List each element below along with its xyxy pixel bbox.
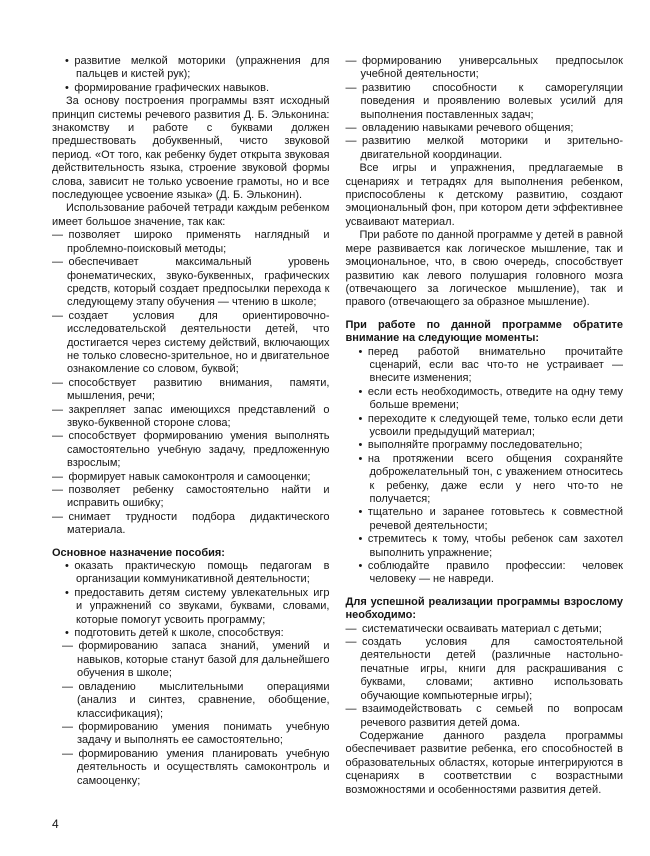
- paragraph: Использование рабочей тетради каждым ребенком имеет большое значение, так как:: [52, 202, 330, 228]
- dash-list: [346, 55, 624, 162]
- paragraph: Содержание данного раздела программы обеспечивает развитие ребенка, его способностей в образовательных областях, которые интегрируются в сценариях в соответствии с возрастными возможностями и особенностями развития детей.: [345, 729, 623, 796]
- section-heading: Для успешной реализации программы взрослому необходимо:: [345, 595, 623, 622]
- section-heading: Основное назначение пособия:: [52, 546, 225, 559]
- content-columns: [52, 55, 623, 797]
- list-item: — создать условия для самостоятельной деятельности детей (различные настольно-печатные игры, книги для раскрашивания с буквами, словами; активно использовать обучающие компьютерные игры);: [346, 636, 624, 703]
- list-item: — овладению мыслительными операциями (анализ и синтез, сравнение, обобщение, классификация);: [62, 681, 330, 721]
- list-item: — развитию мелкой моторики и зрительно-двигательной координации.: [346, 135, 624, 162]
- list-item: — позволяет широко применять наглядный и проблемно-поисковый методы;: [52, 229, 330, 256]
- list-item: • выполняйте программу последовательно;: [346, 439, 624, 452]
- list-item: • стремитесь к тому, чтобы ребенок сам захотел выполнить упражнение;: [346, 533, 624, 560]
- left-column: [52, 55, 330, 797]
- list-item: — закрепляет запас имеющихся представлений о звуко-буквенной стороне слова;: [52, 404, 330, 431]
- list-item: • перед работой внимательно прочитайте сценарий, если вас что-то не устраивает — внесите изменения;: [346, 346, 624, 386]
- list-item: — создает условия для ориентировочно-исследовательской деятельности детей, что достигается через систему действий, включающих не только словесно-зрительное, но и двигательное ознакомление со словом, буквой;: [52, 310, 330, 377]
- list-item: — взаимодействовать с семьей по вопросам речевого развития детей дома.: [346, 703, 624, 730]
- bullet-list: [52, 560, 330, 640]
- page-number: 4: [52, 817, 59, 831]
- list-item: — систематически осваивать материал с детьми;: [346, 623, 624, 636]
- bullet-list: [346, 346, 624, 587]
- list-item: • соблюдайте правило профессии: человек человеку — не навреди.: [346, 560, 624, 587]
- list-item: • предоставить детям систему увлекательных игр и упражнений со звуками, буквами, словами, которые помогут усвоить программу;: [52, 587, 330, 627]
- list-item: — способствует развитию внимания, памяти, мышления, речи;: [52, 377, 330, 404]
- list-item: — формированию умения понимать учебную задачу и выполнять ее самостоятельно;: [62, 721, 330, 748]
- list-item: — развитию способности к саморегуляции поведения и проявлению волевых усилий для выполнения поставленных задач;: [346, 82, 624, 122]
- list-item: — формированию универсальных предпосылок учебной деятельности;: [346, 55, 624, 82]
- list-item: • развитие мелкой моторики (упражнения для пальцев и кистей рук);: [52, 55, 330, 82]
- list-item: — обеспечивает максимальный уровень фонематических, звуко-буквенных, графических средств, который создает предпосылки перехода к следующему этапу обучения — чтению в школе;: [52, 256, 330, 310]
- dash-list: [346, 623, 624, 730]
- list-item: — снимает трудности подбора дидактического материала.: [52, 511, 330, 538]
- list-item: — позволяет ребенку самостоятельно найти и исправить ошибку;: [52, 484, 330, 511]
- paragraph: При работе по данной программе у детей в равной мере развивается как логическое мышление, так и эмоциональное, что, в свою очередь, способствует развитию как левого полушария головного мозга (отвечающего за логическое мышление), так и правого (отвечающего за образное мышление).: [345, 229, 623, 309]
- section-heading: При работе по данной программе обратите внимание на следующие моменты:: [345, 318, 623, 345]
- list-item: • тщательно и заранее готовьтесь к совместной речевой деятельности;: [346, 506, 624, 533]
- bullet-list: [52, 55, 330, 95]
- right-column: [346, 55, 624, 797]
- dash-list: [52, 229, 330, 537]
- list-item: • на протяжении всего общения сохраняйте доброжелательный тон, с уважением относитесь к ребенку, даже если у него что-то не получается;: [346, 453, 624, 507]
- list-item: • формирование графических навыков.: [52, 82, 330, 95]
- list-item: • если есть необходимость, отведите на одну тему больше времени;: [346, 386, 624, 413]
- list-item: — формирует навык самоконтроля и самооценки;: [52, 471, 330, 484]
- list-item: — формированию умения планировать учебную деятельность и осуществлять самоконтроль и самооценку;: [62, 748, 330, 788]
- paragraph: За основу построения программы взят исходный принцип системы речевого развития Д. Б. Эльконина: знакомству и работе с буквами должен предшествовать добуквенный, чисто звуковой период. «От того, как ребенку будет открыта звуковая действительность языка, строение звуковой формы слова, зависит не только усвоение грамоты, но и все последующее усвоение языка» (Д. Б. Эльконин).: [52, 95, 330, 202]
- list-item: • переходите к следующей теме, только если дети усвоили предыдущий материал;: [346, 413, 624, 440]
- list-item: • подготовить детей к школе, способствуя:: [52, 627, 330, 640]
- list-item: — формированию запаса знаний, умений и навыков, которые станут базой для дальнейшего обучения в школе;: [62, 640, 330, 680]
- list-item: — способствует формированию умения выполнять самостоятельно учебную задачу, предложенную взрослым;: [52, 430, 330, 470]
- list-item: • оказать практическую помощь педагогам в организации коммуникативной деятельности;: [52, 560, 330, 587]
- list-item: — овладению навыками речевого общения;: [346, 122, 624, 135]
- paragraph: Все игры и упражнения, предлагаемые в сценариях и тетрадях для выполнения ребенком, приспособлены к детскому развитию, создают эмоциональный фон, при котором дети эффективнее усваивают материал.: [345, 162, 623, 228]
- dash-list: [62, 640, 330, 787]
